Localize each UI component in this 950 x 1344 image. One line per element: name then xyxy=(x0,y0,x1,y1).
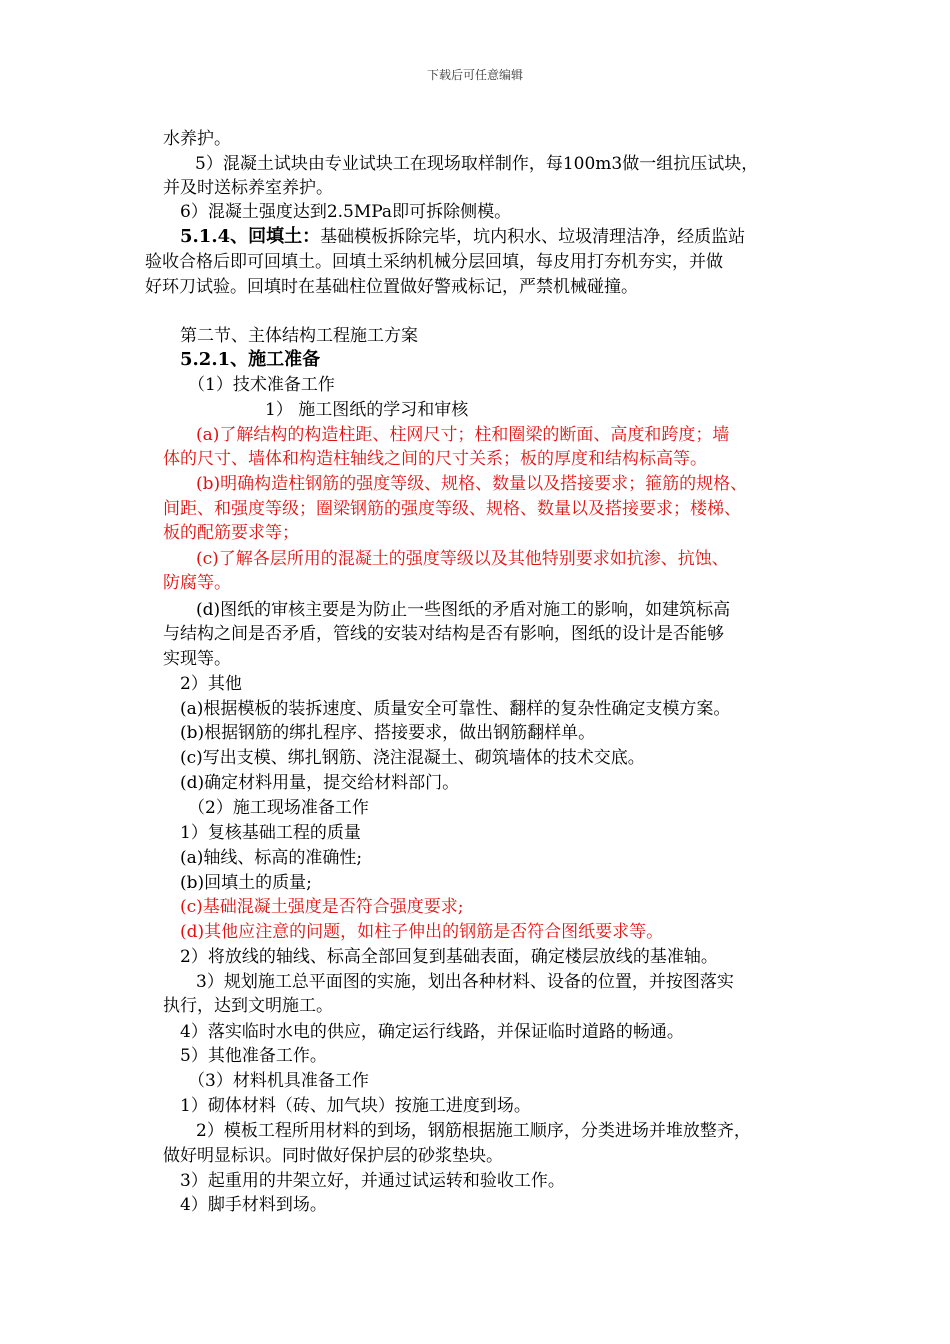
page-header: 下载后可任意编辑 xyxy=(426,68,523,82)
text-line: (b)根据钢筋的绑扎程序、搭接要求，做出钢筋翻样单。 xyxy=(180,723,596,743)
text-line: 5）其他准备工作。 xyxy=(180,1046,327,1066)
highlight-line: (d)其他应注意的问题，如柱子伸出的钢筋是否符合图纸要求等。 xyxy=(180,922,664,942)
text-line: 4）落实临时水电的供应，确定运行线路，并保证临时道路的畅通。 xyxy=(180,1022,684,1042)
text-line: 验收合格后即可回填土。回填土采纳机械分层回填，每皮用打夯机夯实，并做 xyxy=(145,252,723,272)
text-line: （2）施工现场准备工作 xyxy=(188,798,369,818)
highlight-line: (c)基础混凝土强度是否符合强度要求; xyxy=(180,897,464,917)
highlight-line: 间距、和强度等级；圈梁钢筋的强度等级、规格、数量以及搭接要求；楼梯、 xyxy=(163,499,741,519)
text-line: 与结构之间是否矛盾，管线的安装对结构是否有影响，图纸的设计是否能够 xyxy=(163,624,724,644)
text-line: (d)图纸的审核主要是为防止一些图纸的矛盾对施工的影响，如建筑标高 xyxy=(196,600,731,620)
highlight-line: (c)了解各层所用的混凝土的强度等级以及其他特别要求如抗渗、抗蚀、 xyxy=(196,549,729,569)
text-line: (b)回填土的质量; xyxy=(180,873,312,893)
highlight-line: 防腐等。 xyxy=(163,573,231,593)
highlight-line: (b)明确构造柱钢筋的强度等级、规格、数量以及搭接要求；箍筋的规格、 xyxy=(196,474,748,494)
text-line: 3）起重用的井架立好，并通过试运转和验收工作。 xyxy=(180,1171,565,1191)
highlight-line: 体的尺寸、墙体和构造柱轴线之间的尺寸关系；板的厚度和结构标高等。 xyxy=(163,449,707,469)
text-line: (c)写出支模、绑扎钢筋、浇注混凝土、砌筑墙体的技术交底。 xyxy=(180,748,645,768)
paragraph-backfill xyxy=(180,226,745,248)
highlight-line: (a)了解结构的构造柱距、柱网尺寸；柱和圈梁的断面、高度和跨度；墙 xyxy=(196,425,730,445)
text-line: 并及时送标养室养护。 xyxy=(163,178,333,198)
text-line: 做好明显标识。同时做好保护层的砂浆垫块。 xyxy=(163,1146,503,1166)
text-line: 基础模板拆除完毕，坑内积水、垃圾清理洁净，经质监站 xyxy=(320,227,746,247)
text-line: （1）技术准备工作 xyxy=(188,375,335,395)
text-line: 1）复核基础工程的质量 xyxy=(180,823,361,843)
text-line: 5）混凝土试块由专业试块工在现场取样制作，每100m3做一组抗压试块， xyxy=(195,154,759,174)
text-line: 3）规划施工总平面图的实施，划出各种材料、设备的位置，并按图落实 xyxy=(196,972,734,992)
text-line: 2）其他 xyxy=(180,674,242,694)
text-line: 好环刀试验。回填时在基础柱位置做好警戒标记，严禁机械碰撞。 xyxy=(145,277,638,297)
text-line: (a)轴线、标高的准确性; xyxy=(180,848,363,868)
text-line: 执行，达到文明施工。 xyxy=(163,996,333,1016)
text-line: （3）材料机具准备工作 xyxy=(188,1071,369,1091)
section-heading: 5.1.4、回填土： xyxy=(180,226,321,247)
text-line: 水养护。 xyxy=(163,129,231,149)
text-line: 1）砌体材料（砖、加气块）按施工进度到场。 xyxy=(180,1096,531,1116)
text-line: 4）脚手材料到场。 xyxy=(180,1195,327,1215)
text-line: 实现等。 xyxy=(163,649,231,669)
text-line: 1） 施工图纸的学习和审核 xyxy=(265,400,469,420)
chapter-heading: 第二节、主体结构工程施工方案 xyxy=(180,326,418,346)
text-line: (a)根据模板的装拆速度、质量安全可靠性、翻样的复杂性确定支模方案。 xyxy=(180,699,731,719)
text-line: (d)确定材料用量，提交给材料部门。 xyxy=(180,773,460,793)
section-heading: 5.2.1、施工准备 xyxy=(180,349,321,370)
highlight-line: 板的配筋要求等； xyxy=(163,523,299,543)
text-line: 6）混凝土强度达到2.5MPa即可拆除侧模。 xyxy=(180,202,512,222)
text-line: 2）模板工程所用材料的到场，钢筋根据施工顺序，分类进场并堆放整齐， xyxy=(196,1121,751,1141)
text-line: 2）将放线的轴线、标高全部回复到基础表面，确定楼层放线的基准轴。 xyxy=(180,947,718,967)
